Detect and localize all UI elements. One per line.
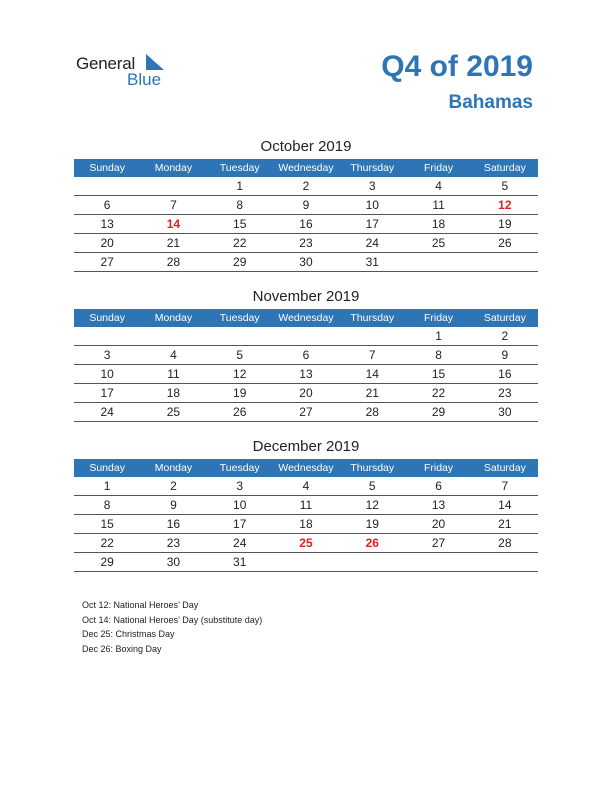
month-october	[74, 136, 538, 272]
date-cell: 4	[435, 179, 442, 193]
weekday-header	[74, 459, 538, 477]
month-title: October 2019	[260, 138, 352, 155]
date-cell: 2	[302, 179, 310, 193]
weekday-label: Friday	[423, 312, 454, 324]
date-cell: 16	[299, 217, 313, 231]
date-cell: 10	[233, 498, 247, 512]
weekday-label: Tuesday	[219, 312, 260, 324]
date-cell: 15	[431, 367, 446, 381]
month-november	[74, 286, 538, 422]
date-cell	[339, 327, 405, 345]
month-grid	[74, 177, 538, 272]
date-cell: 6	[435, 479, 442, 493]
date-cell: 19	[498, 217, 512, 231]
weekday-label: Sunday	[89, 462, 125, 474]
date-cell: 3	[103, 348, 111, 362]
date-cell: 28	[166, 255, 181, 269]
weekday-label: Sunday	[89, 162, 125, 174]
date-cell	[405, 253, 471, 271]
date-cell: 14	[365, 367, 379, 381]
date-cell: 5	[236, 348, 244, 362]
date-cell: 8	[236, 198, 244, 212]
date-cell	[74, 177, 140, 195]
holiday-note: Oct 12: National Heroes’ Day	[82, 600, 199, 610]
date-cell: 3	[368, 179, 376, 193]
weekday-label: Wednesday	[278, 162, 334, 174]
weekday-header	[74, 309, 538, 327]
date-cell: 13	[431, 498, 446, 512]
weekday-label: Saturday	[483, 162, 526, 174]
date-cell: 24	[233, 536, 247, 550]
holiday-note: Dec 25: Christmas Day	[82, 629, 175, 639]
date-cell: 27	[100, 255, 114, 269]
month-grid	[74, 477, 538, 572]
date-cell: 8	[103, 498, 111, 512]
holiday-date-cell: 12	[498, 198, 512, 212]
logo-text-blue: Blue	[127, 70, 162, 89]
date-cell: 17	[233, 517, 247, 531]
date-cell: 28	[365, 405, 379, 419]
date-cell: 29	[233, 255, 247, 269]
date-cell: 30	[299, 255, 313, 269]
week-row	[74, 177, 538, 196]
date-cell: 6	[103, 198, 111, 212]
logo-text-general: General	[76, 54, 136, 73]
weekday-header	[74, 159, 538, 177]
date-cell: 18	[299, 517, 313, 531]
date-cell	[273, 553, 339, 571]
date-cell: 5	[368, 479, 376, 493]
weekday-label: Tuesday	[219, 462, 260, 474]
date-cell: 17	[365, 217, 379, 231]
weekday-label: Tuesday	[219, 162, 260, 174]
date-cell: 1	[103, 479, 111, 493]
weekday-label: Sunday	[89, 312, 125, 324]
date-cell: 24	[365, 236, 379, 250]
month-title: November 2019	[252, 288, 360, 305]
date-cell: 19	[233, 386, 247, 400]
week-row	[74, 403, 538, 422]
weekday-label: Friday	[423, 162, 454, 174]
date-cell: 7	[170, 198, 177, 212]
weekday-label: Thursday	[350, 312, 395, 324]
week-row	[74, 365, 538, 384]
date-cell	[140, 327, 206, 345]
date-cell	[273, 327, 339, 345]
date-cell: 16	[166, 517, 181, 531]
date-cell: 5	[501, 179, 509, 193]
week-row	[74, 215, 538, 234]
date-cell: 14	[498, 498, 512, 512]
date-cell: 21	[365, 386, 379, 400]
weekday-label: Monday	[154, 462, 193, 474]
date-cell: 2	[170, 479, 177, 493]
date-cell: 9	[170, 498, 177, 512]
date-cell: 26	[233, 405, 247, 419]
date-cell: 1	[236, 179, 244, 193]
date-cell: 24	[100, 405, 114, 419]
date-cell: 23	[498, 386, 512, 400]
holiday-date-cell: 26	[365, 536, 379, 550]
page-title: Q4 of 2019	[381, 50, 533, 83]
date-cell: 7	[368, 348, 376, 362]
date-cell: 9	[302, 198, 310, 212]
date-cell: 18	[431, 217, 446, 231]
week-row	[74, 553, 538, 572]
date-cell: 21	[498, 517, 512, 531]
week-row	[74, 346, 538, 365]
weekday-label: Thursday	[350, 462, 395, 474]
date-cell: 28	[498, 536, 512, 550]
date-cell: 27	[431, 536, 446, 550]
date-cell: 15	[233, 217, 247, 231]
date-cell: 25	[166, 405, 181, 419]
date-cell: 16	[498, 367, 512, 381]
week-row	[74, 515, 538, 534]
date-cell: 4	[302, 479, 310, 493]
week-row	[74, 384, 538, 403]
weekday-label: Monday	[154, 162, 193, 174]
holiday-date-cell: 25	[299, 536, 313, 550]
date-cell	[207, 327, 273, 345]
date-cell: 9	[501, 348, 509, 362]
week-row	[74, 534, 538, 553]
month-grid	[74, 327, 538, 422]
holiday-note: Oct 14: National Heroes’ Day (substitute day)	[82, 614, 263, 625]
week-row	[74, 196, 538, 215]
holiday-date-cell: 14	[166, 217, 181, 231]
month-title: December 2019	[252, 438, 360, 455]
date-cell: 6	[302, 348, 310, 362]
date-cell: 30	[498, 405, 512, 419]
date-cell: 19	[365, 517, 379, 531]
date-cell: 12	[365, 498, 379, 512]
date-cell: 25	[431, 236, 446, 250]
date-cell: 31	[233, 555, 247, 569]
date-cell: 22	[100, 536, 114, 550]
date-cell: 7	[501, 479, 509, 493]
date-cell: 3	[236, 479, 244, 493]
date-cell: 13	[299, 367, 313, 381]
week-row	[74, 477, 538, 496]
date-cell: 17	[100, 386, 114, 400]
week-row	[74, 234, 538, 253]
page-subtitle: Bahamas	[448, 92, 533, 113]
date-cell: 1	[435, 329, 442, 343]
date-cell: 29	[100, 555, 114, 569]
date-cell: 11	[299, 498, 313, 512]
date-cell	[472, 253, 538, 271]
week-row	[74, 496, 538, 515]
date-cell	[472, 553, 538, 571]
holiday-note: Dec 26: Boxing Day	[82, 643, 162, 654]
weekday-label: Thursday	[350, 162, 395, 174]
month-december	[74, 436, 538, 572]
date-cell	[140, 177, 206, 195]
date-cell: 29	[431, 405, 446, 419]
date-cell: 15	[100, 517, 114, 531]
date-cell: 10	[100, 367, 114, 381]
date-cell: 8	[435, 348, 442, 362]
date-cell: 21	[166, 236, 181, 250]
date-cell: 11	[167, 367, 180, 381]
date-cell: 10	[365, 198, 379, 212]
date-cell: 31	[365, 255, 379, 269]
weekday-label: Friday	[423, 462, 454, 474]
brand-logo	[76, 54, 176, 90]
date-cell: 22	[233, 236, 247, 250]
date-cell	[405, 553, 471, 571]
date-cell: 20	[100, 236, 114, 250]
date-cell	[339, 553, 405, 571]
date-cell: 11	[432, 198, 445, 212]
date-cell: 2	[501, 329, 509, 343]
date-cell: 30	[166, 555, 181, 569]
date-cell: 27	[299, 405, 313, 419]
date-cell: 12	[233, 367, 247, 381]
date-cell: 20	[431, 517, 446, 531]
weekday-label: Monday	[154, 312, 193, 324]
date-cell	[74, 327, 140, 345]
week-row	[74, 327, 538, 346]
weekday-label: Wednesday	[278, 462, 334, 474]
date-cell: 23	[166, 536, 181, 550]
date-cell: 4	[170, 348, 177, 362]
date-cell: 18	[166, 386, 181, 400]
date-cell: 13	[100, 217, 114, 231]
date-cell: 26	[498, 236, 512, 250]
date-cell: 23	[299, 236, 313, 250]
weekday-label: Saturday	[483, 462, 526, 474]
weekday-label: Wednesday	[278, 312, 334, 324]
weekday-label: Saturday	[483, 312, 526, 324]
holiday-notes	[82, 598, 262, 656]
date-cell: 20	[299, 386, 313, 400]
week-row	[74, 253, 538, 272]
date-cell: 22	[431, 386, 446, 400]
